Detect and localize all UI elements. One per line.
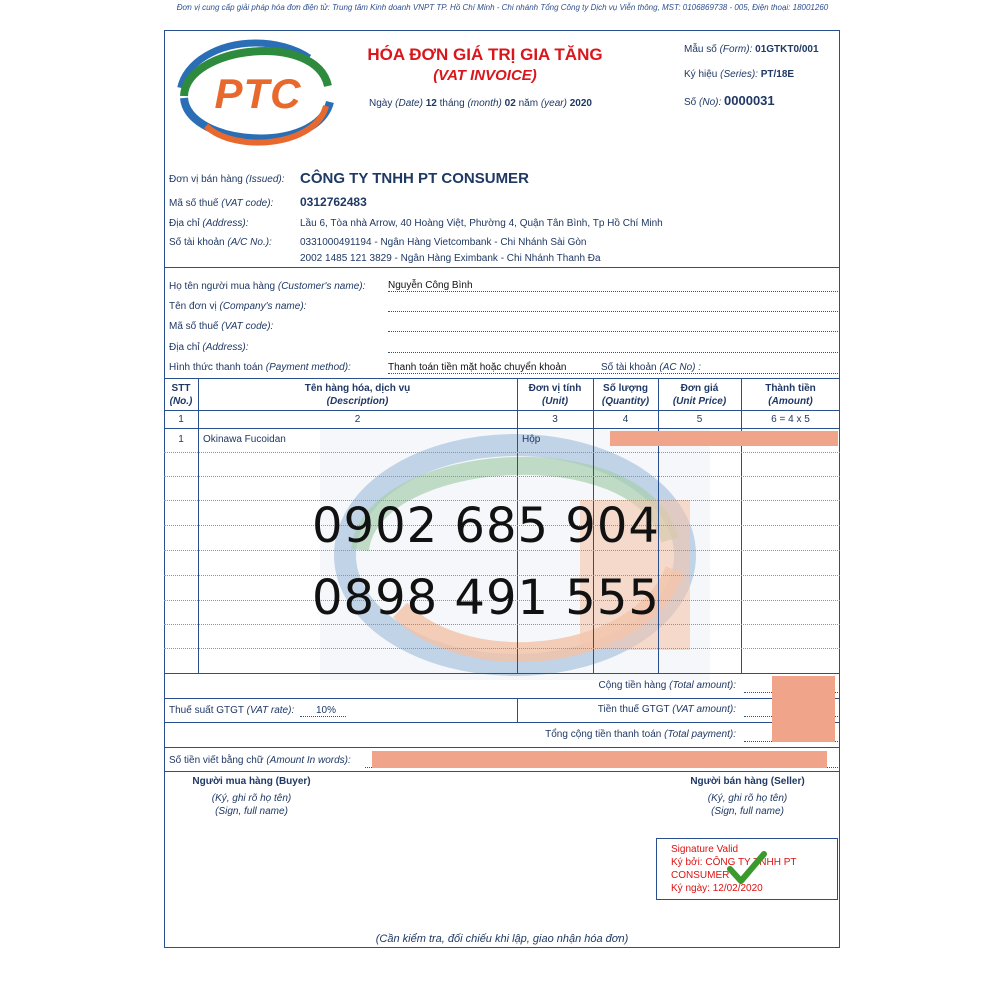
buyer-vat-label	[169, 321, 273, 332]
form-label-en: (Form):	[719, 44, 753, 55]
series-label-en: (Series):	[720, 69, 758, 80]
total-payment-en: (Total payment):	[664, 729, 736, 740]
signature-date: Ký ngày: 12/02/2020	[671, 883, 763, 894]
amount-words-vi: Số tiền viết bằng chữ	[169, 755, 264, 766]
table-row-line	[164, 476, 840, 477]
divider-payment	[164, 747, 840, 748]
buyer-company-line	[388, 311, 838, 312]
total-payment-vi: Tổng cộng tiền thanh toán	[545, 729, 662, 740]
series-value: PT/18E	[760, 69, 795, 80]
buyer-company-en: (Company's name):	[219, 301, 307, 312]
th-unit-price-vi: Đơn giá	[680, 383, 719, 394]
seller-account-en: (A/C No.):	[227, 237, 272, 248]
buyer-name-line	[388, 291, 838, 292]
divider-table-bottom	[164, 673, 840, 674]
seller-account-vi: Số tài khoản	[169, 237, 225, 248]
date-day: 12	[425, 98, 437, 109]
seller-account-label	[169, 237, 272, 248]
vat-sep	[517, 698, 518, 722]
form-label: Mẫu số	[684, 44, 717, 55]
th-description-vi: Tên hàng hóa, dịch vụ	[304, 383, 411, 394]
vat-amount-en: (VAT amount):	[672, 704, 736, 715]
ptc-logo	[176, 36, 336, 154]
date-year-label: năm	[518, 98, 539, 109]
invoice-subtitle: (VAT INVOICE)	[433, 67, 537, 84]
buyer-vat-vi: Mã số thuế	[169, 321, 219, 332]
total-amount-vi: Cộng tiền hàng	[598, 680, 667, 691]
buyer-name: Nguyễn Công Bình	[388, 280, 473, 291]
seller-vat-label	[169, 198, 273, 209]
total-amount-en: (Total amount):	[669, 680, 736, 691]
seller-vat-vi: Mã số thuế	[169, 198, 219, 209]
item-no: 1	[178, 434, 184, 445]
amount-words-redaction	[372, 751, 827, 768]
date-year: 2020	[569, 98, 592, 109]
invoice-title: HÓA ĐƠN GIÁ TRỊ GIA TĂNG	[367, 45, 603, 64]
item-redaction	[610, 431, 838, 446]
signature-company: CONSUMER	[671, 870, 730, 881]
signature-signed-by: Ký bởi: CÔNG TY TNHH PT	[671, 857, 797, 868]
totals-redaction	[772, 676, 835, 742]
number-label-en: (No):	[699, 97, 722, 108]
payment-method-vi: Hình thức thanh toán	[169, 362, 263, 373]
seller-issued-vi: Đơn vị bán hàng	[169, 174, 243, 185]
item-unit: Hộp	[522, 434, 541, 445]
th-unit-vi: Đơn vị tính	[528, 383, 582, 394]
th-quantity-vi: Số lượng	[603, 383, 648, 394]
seller-name: CÔNG TY TNHH PT CONSUMER	[300, 170, 529, 187]
amount-words-label	[169, 755, 351, 766]
buyer-company-vi: Tên đơn vị	[169, 301, 217, 312]
series-label: Ký hiệu	[684, 69, 718, 80]
watermark-phone-2: 0898 491 555	[312, 570, 660, 626]
payment-line	[388, 373, 838, 374]
amount-words-en: (Amount In words):	[266, 755, 351, 766]
buyer-address-vi: Địa chỉ	[169, 342, 200, 353]
buyer-ac-label	[601, 362, 701, 373]
vat-rate-label	[169, 705, 294, 716]
divider-words	[164, 771, 840, 772]
th-no-vi: STT	[171, 383, 191, 394]
seller-address-label	[169, 218, 248, 229]
digital-signature-box[interactable]	[656, 838, 838, 900]
series-number	[684, 69, 794, 80]
th-no	[164, 382, 198, 408]
date-day-label: Ngày	[369, 98, 393, 109]
watermark-logo-icon	[320, 430, 710, 680]
buyer-address-label	[169, 342, 248, 353]
buyer-name-en: (Customer's name):	[277, 281, 366, 292]
payment-method-en: (Payment method):	[265, 362, 351, 373]
footer-note: (Cần kiểm tra, đối chiếu khi lập, giao nhận hóa đơn)	[375, 933, 629, 945]
divider-table-top	[164, 378, 840, 379]
seller-vat-code: 0312762483	[300, 195, 367, 209]
seller-vat-en: (VAT code):	[221, 198, 274, 209]
buyer-ac-en: (AC No) :	[659, 362, 702, 373]
th-description	[198, 382, 517, 408]
th-quantity-en: (Quantity)	[601, 396, 650, 407]
buyer-sign-en: (Sign, full name)	[215, 806, 288, 817]
buyer-ac-vi: Số tài khoản	[601, 362, 657, 373]
th-unit-price-en: (Unit Price)	[672, 396, 727, 407]
payment-method: Thanh toán tiền mặt hoặc chuyển khoản	[388, 362, 567, 373]
divider-header	[164, 410, 840, 411]
vat-amount-label	[520, 704, 736, 715]
th-unit-en: (Unit)	[541, 396, 569, 407]
buyer-company-label	[169, 301, 306, 312]
colnum-2: 2	[354, 414, 361, 425]
colnum-1: 1	[178, 414, 184, 425]
form-number	[684, 44, 819, 55]
seller-issued-label	[169, 174, 285, 185]
table-row-line	[164, 452, 840, 453]
divider-colnums	[164, 428, 840, 429]
divider-vat	[164, 722, 840, 723]
buyer-sign-vi: (Ký, ghi rõ họ tên)	[211, 793, 292, 804]
buyer-name-label	[169, 281, 365, 292]
logo-text: PTC	[214, 70, 302, 117]
buyer-signature-title: Người mua hàng (Buyer)	[192, 776, 311, 787]
date-month: 02	[504, 98, 516, 109]
colnum-4: 4	[622, 414, 629, 425]
total-payment-label	[470, 729, 736, 740]
colnum-5: 5	[696, 414, 703, 425]
checkmark-icon	[727, 851, 767, 885]
number-value: 0000031	[724, 93, 775, 108]
colnum-3: 3	[552, 414, 558, 425]
th-quantity	[593, 382, 658, 408]
seller-address-vi: Địa chỉ	[169, 218, 200, 229]
date-month-label: tháng	[439, 98, 465, 109]
date-day-en: (Date)	[395, 98, 423, 109]
th-amount-en: (Amount)	[768, 396, 813, 407]
total-amount-label	[470, 680, 736, 691]
colnum-6: 6 = 4 x 5	[771, 414, 810, 425]
seller-sign-vi: (Ký, ghi rõ họ tên)	[707, 793, 788, 804]
th-unit-price	[658, 382, 741, 408]
invoice-date	[369, 98, 592, 109]
buyer-vat-line	[388, 331, 838, 332]
number-label: Số	[684, 97, 697, 108]
th-no-en: (No.)	[169, 396, 193, 407]
date-month-en: (month)	[467, 98, 502, 109]
th-unit	[517, 382, 593, 408]
invoice-number	[684, 93, 775, 108]
item-description: Okinawa Fucoidan	[203, 434, 286, 445]
divider-seller	[164, 267, 840, 268]
vat-rate-line	[300, 716, 346, 717]
table-row-line	[164, 648, 840, 649]
form-value: 01GTKT0/001	[755, 44, 819, 55]
seller-sign-en: (Sign, full name)	[711, 806, 784, 817]
buyer-name-vi: Họ tên người mua hàng	[169, 281, 276, 292]
seller-account-1: 0331000491194 - Ngân Hàng Vietcombank - Chi Nhánh Sài Gòn	[300, 237, 587, 248]
divider-total	[164, 698, 840, 699]
vat-rate-vi: Thuế suất GTGT	[169, 705, 244, 716]
provider-note: Đơn vị cung cấp giải pháp hóa đơn điện tử: Trung tâm Kinh doanh VNPT TP. Hồ Chí Minh - Chi nhánh Tổng Công ty Dịch vụ Viễn thông, MST: 0106869738 - 005, Điện thoại: 18001260	[176, 3, 829, 12]
seller-address-en: (Address):	[202, 218, 249, 229]
th-amount	[741, 382, 840, 408]
th-description-en: (Description)	[326, 396, 389, 407]
seller-address: Lầu 6, Tòa nhà Arrow, 40 Hoàng Việt, Phường 4, Quận Tân Bình, Tp Hồ Chí Minh	[300, 218, 663, 229]
buyer-address-en: (Address):	[202, 342, 249, 353]
seller-issued-en: (Issued):	[245, 174, 285, 185]
vat-amount-vi: Tiền thuế GTGT	[597, 704, 670, 715]
vat-rate-en: (VAT rate):	[246, 705, 295, 716]
buyer-address-line	[388, 352, 838, 353]
seller-signature-title: Người bán hàng (Seller)	[690, 776, 805, 787]
seller-account-2: 2002 1485 121 3829 - Ngân Hàng Eximbank - Chi Nhánh Thanh Đa	[300, 253, 601, 264]
watermark-phone-1: 0902 685 904	[312, 498, 660, 554]
date-year-en: (year)	[540, 98, 567, 109]
vat-rate-value: 10%	[315, 705, 336, 716]
payment-method-label	[169, 362, 351, 373]
buyer-vat-en: (VAT code):	[221, 321, 274, 332]
signature-valid: Signature Valid	[671, 844, 739, 855]
th-amount-vi: Thành tiền	[765, 383, 816, 394]
